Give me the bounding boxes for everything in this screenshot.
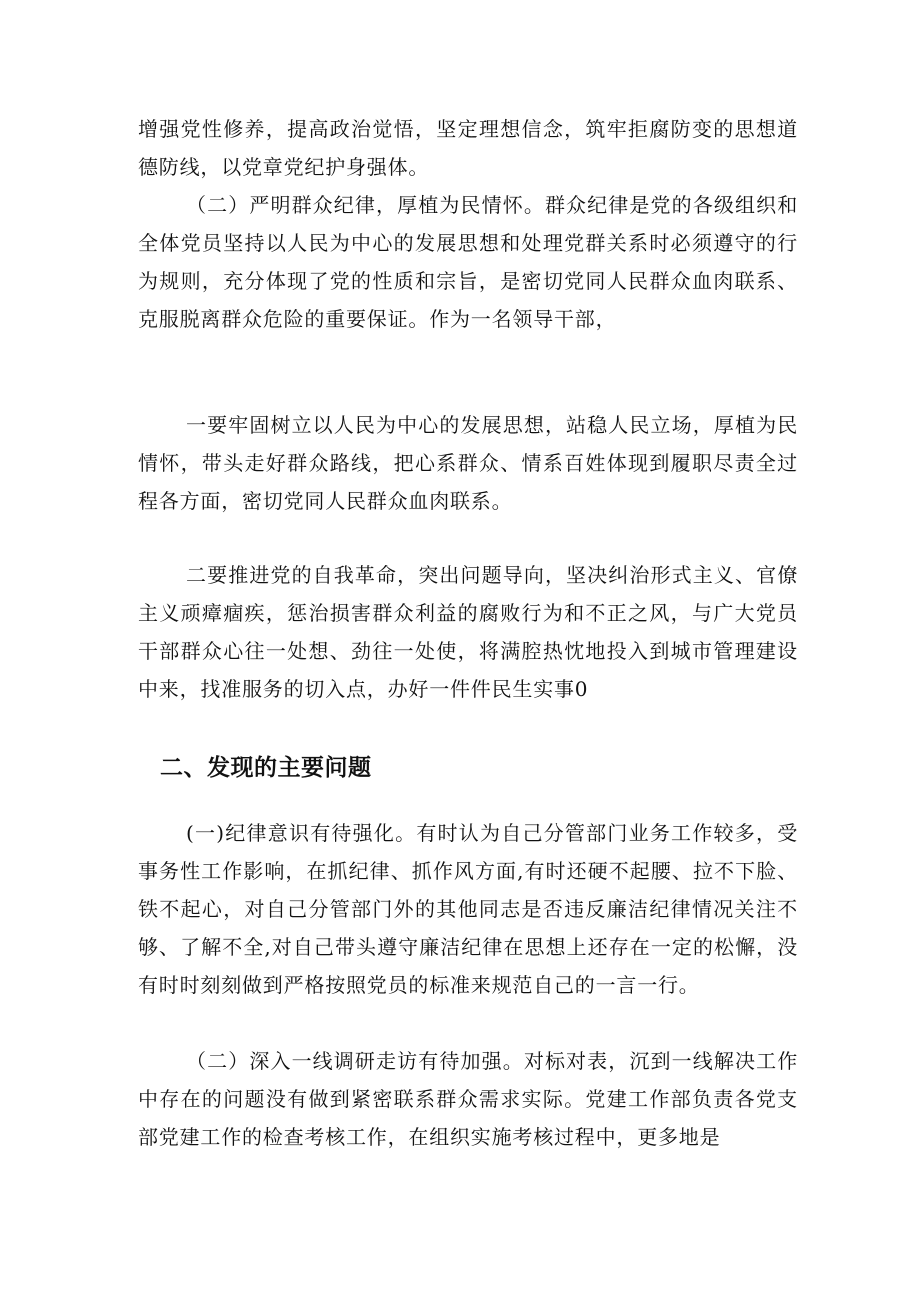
paragraph-continuation: 增强党性修养，提高政治觉悟，坚定理想信念，筑牢拒腐防变的思想道德防线，以党章党纪护身强体。 [138, 117, 798, 179]
paragraph-discipline-awareness: (一)纪律意识有待强化。有时认为自己分管部门业务工作较多，受事务性工作影响，在抓纪律、抓作风方面,有时还硬不起腰、拉不下脸、铁不起心，对自己分管部门外的其他同志是否违反廉洁纪律情况关注不够、了解不全,对自己带头遵守廉洁纪律在思想上还存在一定的松懈，没有时时刻刻做到严格按照党员的标准来规范自己的一言一行。 [138, 821, 798, 997]
paragraph-point-two: 二要推进党的自我革命，突出问题导向，坚决纠治形式主义、官僚主义顽瘴痼疾，惩治损害群众利益的腐败行为和不正之风，与广大党员干部群众心往一处想、劲往一处使，将满腔热忱地投入到城市管理建设中来，找准服务的切入点，办好一件件民生实事0 [138, 563, 798, 701]
section-heading: 二、发现的主要问题 [160, 755, 372, 781]
paragraph-field-research: （二）深入一线调研走访有待加强。对标对表，沉到一线解决工作中存在的问题没有做到紧密联系群众需求实际。党建工作部负责各党支部党建工作的检查考核工作，在组织实施考核过程中，更多地是 [138, 1049, 798, 1149]
paragraph-mass-discipline: （二）严明群众纪律，厚植为民情怀。群众纪律是党的各级组织和全体党员坚持以人民为中心的发展思想和处理党群关系时必须遵守的行为规则，充分体现了党的性质和宗旨，是密切党同人民群众血肉联系、克服脱离群众危险的重要保证。作为一名领导干部， [138, 193, 798, 331]
paragraph-point-one: 一要牢固树立以人民为中心的发展思想，站稳人民立场，厚植为民情怀，带头走好群众路线，把心系群众、情系百姓体现到履职尽责全过程各方面，密切党同人民群众血肉联系。 [138, 413, 798, 513]
